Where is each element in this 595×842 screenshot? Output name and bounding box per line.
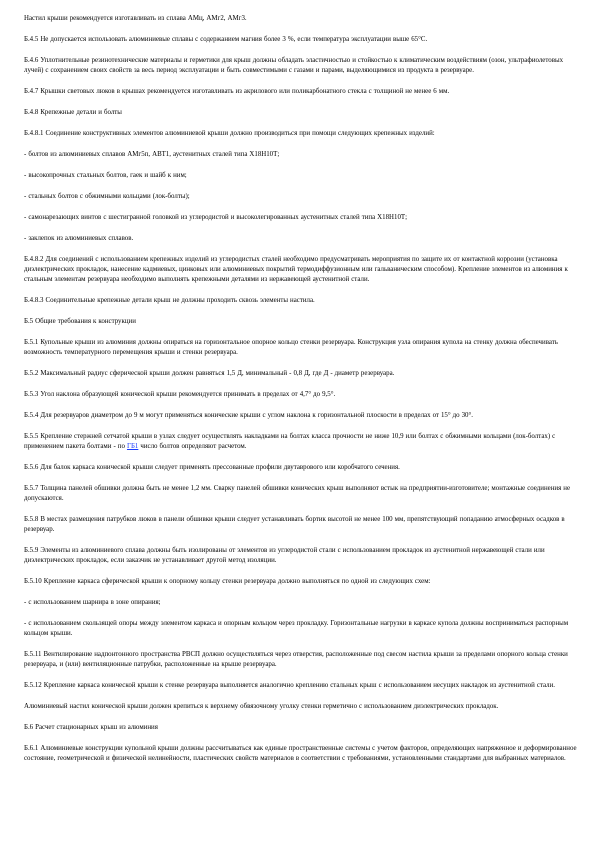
- paragraph: Настил крыши рекомендуется изготавливать из сплава АМц, АМг2, АМг3.: [24, 15, 247, 22]
- list-item: - стальных болтов с обжимными кольцами (лок-болты);: [24, 193, 190, 200]
- paragraph-b-4-7: Б.4.7 Крышки световых люков в крышах рекомендуется изготавливать из акрилового или поликарбонатного стекла с толщиной не менее 6 мм.: [24, 88, 450, 95]
- list-item: - с использованием скользящей опоры между элементом каркаса и опорным кольцом через прокладку. Горизонтальные нагрузки в каркасе купола должны восприниматься распорным кольцом крыши.: [24, 620, 569, 637]
- paragraph-b-5-8: Б.5.8 В местах размещения патрубков люков в панели обшивки крыши следует устанавливать бортик высотой не менее 100 мм, препятствующий попаданию атмосферных осадков в резервуар.: [24, 516, 565, 533]
- section-heading-b-6: Б.6 Расчет стационарных крыш из алюминия: [24, 724, 158, 731]
- paragraph-text: число болтов определяют расчетом.: [138, 443, 247, 450]
- paragraph-b-4-5: Б.4.5 Не допускается использовать алюминиевые сплавы с содержанием магния более 3 %, если температура эксплуатации выше 65°С.: [24, 36, 428, 43]
- list-item: - высокопрочных стальных болтов, гаек и шайб к ним;: [24, 172, 187, 179]
- paragraph-text: Б.5.5 Крепление стержней сетчатой крыши в узлах следует осуществлять накладками на болтах класса прочности не ниже 10,9 или болтах с обжимными кольцами (лок-болтах) с применением пакета болтами - по: [24, 433, 556, 450]
- paragraph-b-5-2: Б.5.2 Максимальный радиус сферической крыши должен равняться 1,5 Д, минимальный - 0,8 Д, где Д - диаметр резервуара.: [24, 370, 395, 377]
- paragraph-b-5-4: Б.5.4 Для резервуаров диаметром до 9 м могут применяться конические крыши с углом наклона к горизонтальной плоскости в пределах от 15° до 30°.: [24, 412, 473, 419]
- section-heading-b-4-8: Б.4.8 Крепежные детали и болты: [24, 109, 122, 116]
- paragraph-b-5-12: Б.5.12 Крепление каркаса конической крыши к стенке резервуара выполняется аналогично креплению стальных крыш с использованием несущих накладок из аустенитной стали.: [24, 682, 556, 689]
- reference-link[interactable]: ГБ1: [126, 443, 139, 450]
- paragraph-b-5-9: Б.5.9 Элементы из алюминиевого сплава должны быть изолированы от элементов из углеродистой стали с использованием прокладок из аустенитной нержавеющей стали или диэлектрических прокладок, если заказчик не устанавливает другой метод изоляции.: [24, 547, 545, 564]
- paragraph-b-4-8-2: Б.4.8.2 Для соединений с использованием крепежных изделий из углеродистых сталей необходимо предусматривать мероприятия по защите их от контактной коррозии (установка диэлектрических прокладок, нанесение кадмиевых, цинковых или алюминиевых покрытий термодиффузионным или гальваническим способом). Крепление элементов из алюминия к стальным элементам резервуара необходимо выполнять крепежными деталями из нержавеющей аустенитной стали.: [24, 256, 568, 283]
- paragraph-b-5-6: Б.5.6 Для балок каркаса конической крыши следует применять прессованные профили двутаврового или коробчатого сечения.: [24, 464, 400, 471]
- paragraph-b-5-7: Б.5.7 Толщина панелей обшивки должна быть не менее 1,2 мм. Сварку панелей обшивки конических крыш выполняют встык на предприятии-изготовителе; монтажные соединения не допускаются.: [24, 485, 571, 502]
- paragraph: Алюминиевый настил конической крыши должен крепиться к верхнему обвязочному уголку стенки герметично с использованием диэлектрических прокладок.: [24, 703, 499, 710]
- list-item: - болтов из алюминиевых сплавов АМг5п, АВТ1, аустенитных сталей типа Х18Н10Т;: [24, 151, 280, 158]
- paragraph-b-5-5: [24, 432, 579, 452]
- paragraph-b-5-11: Б.5.11 Вентилирование надпонтонного пространства РВСП должно осуществляться через отверстия, расположенные под свесом настила крыши за пределами опорного кольца стенки резервуара, и (или) вентиляционные патрубки, расположенные на крыше резервуара.: [24, 651, 568, 668]
- list-item: - самонарезающих винтов с шестигранной головкой из углеродистой и высоколегированных аустенитных сталей типа Х18Н10Т;: [24, 214, 408, 221]
- list-item: - заклепок из алюминиевых сплавов.: [24, 235, 134, 242]
- paragraph-b-4-8-1: Б.4.8.1 Соединение конструктивных элементов алюминиевой крыши должно производиться при помощи следующих крепежных изделий:: [24, 130, 435, 137]
- paragraph-b-6-1: Б.6.1 Алюминиевые конструкции купольной крыши должны рассчитываться как единые пространственные системы с учетом факторов, определяющих напряженное и деформированное состояние, геометрической и физической нелинейности, пластических свойств материалов в соответствии с требованиями, установленными стандартами для выбранных материалов.: [24, 745, 577, 762]
- paragraph-b-5-1: Б.5.1 Купольные крыши из алюминия должны опираться на горизонтальное опорное кольцо стенки резервуара. Конструкция узла опирания купола на стенку должна обеспечивать возможность температурного перемещения крыши и стенки резервуара.: [24, 339, 558, 356]
- section-heading-b-5: Б.5 Общие требования к конструкции: [24, 318, 136, 325]
- paragraph-b-5-3: Б.5.3 Угол наклона образующей конической крыши рекомендуется принимать в пределах от 4,7° до 9,5°.: [24, 391, 336, 398]
- list-item: - с использованием шарнира в зоне опирания;: [24, 599, 161, 606]
- paragraph-b-4-6: Б.4.6 Уплотнительные резинотехнические материалы и герметики для крыш должны обладать эластичностью и стойкостью к климатическим воздействиям (озон, ультрафиолетовых лучей) с сохранением своих свойств за весь период эксплуатации и быть совместимыми с газами и парами, выделяющимися из продукта в резервуаре.: [24, 57, 564, 74]
- paragraph-b-4-8-3: Б.4.8.3 Соединительные крепежные детали крыш не должны проходить сквозь элементы настила.: [24, 297, 315, 304]
- paragraph-b-5-10: Б.5.10 Крепление каркаса сферической крыши к опорному кольцу стенки резервуара должно выполняться по одной из следующих схем:: [24, 578, 431, 585]
